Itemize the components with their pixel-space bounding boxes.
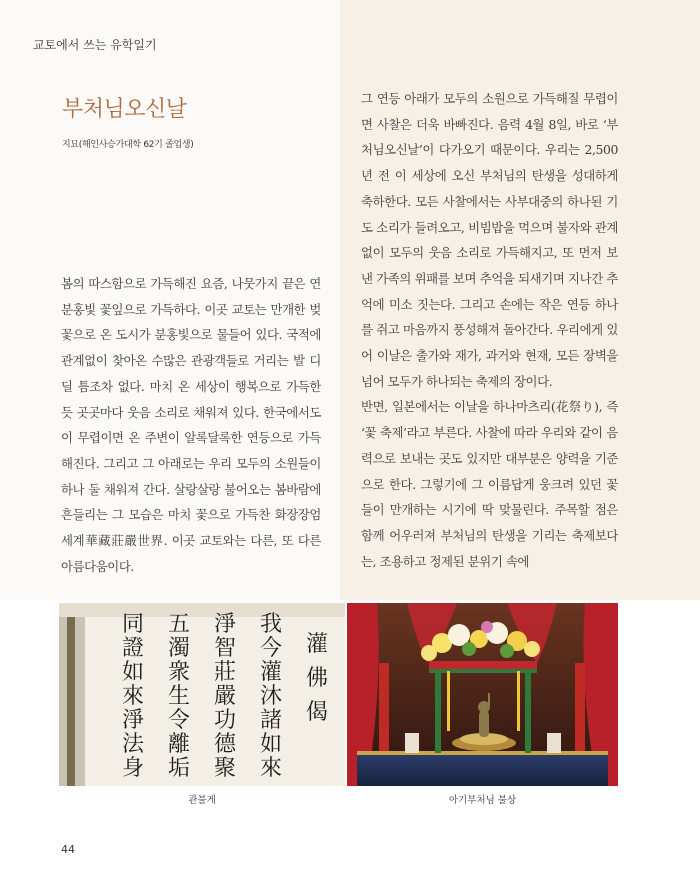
left-column-text: 봄의 따스함으로 가득해진 요즘, 나뭇가지 끝은 연분홍빛 꽃잎으로 가득하다. 이곳 교토는 만개한 벚꽃으로 온 도시가 분홍빛으로 물들어 있다. 국적에 관계없이 찾아온 수많은 관광객들로 거리는 발 디딜 틈조차 없다. 마치 온 세상이 행복으로 가득한 듯 곳곳마다 웃음 소리로 채워져 있다. 한국에서도 이 무렵이면 온 주변이 알록달록한 연등으로 가득해진다. 그리고 그 아래로는 우리 모두의 소원들이 하나 둘 채워져 간다. 살랑살랑 불어오는 봄바람에 흔들리는 그 모습은 마치 꽃으로 가득찬 화장장엄세계華藏莊嚴世界. 이곳 교토와는 다른, 또 다른 아름다움이다. [61,276,321,574]
calligraphy-photo [59,603,345,786]
calligraphy-char: 嚴 [213,684,237,709]
calligraphy-char: 今 [259,636,283,661]
calligraphy-char: 衆 [167,660,191,685]
calligraphy-char: 聚 [213,756,237,781]
baby-buddha-shrine-illustration [347,603,618,786]
calligraphy-char: 沐 [259,684,283,709]
calligraphy-char: 令 [167,708,191,733]
calligraphy-char: 淨 [121,708,145,733]
right-column [361,86,618,574]
baby-buddha-photo [347,603,618,786]
calligraphy-char: 身 [121,756,145,781]
calligraphy-char: 灌 [259,660,283,685]
article-author: 지묘(해인사승가대학 62기 졸업생) [62,140,194,150]
calligraphy-char: 法 [121,732,145,757]
page-number: 44 [61,843,75,856]
calligraphy-char: 淨 [213,612,237,637]
calligraphy-char: 生 [167,684,191,709]
calligraphy-char: 佛 [305,666,329,691]
right-photo-caption: 아기부처님 불상 [448,795,517,806]
calligraphy-char: 離 [167,732,191,757]
left-photo-caption: 관불게 [188,795,216,806]
right-paragraph-1: 그 연등 아래가 모두의 소원으로 가득해질 무렵이면 사찰은 더욱 바빠진다. 음력 4월 8일, 바로 ‘부처님오신날’이 다가오기 때문이다. 우리는 2,500년 전 이 세상에 오신 부처님의 탄생을 성대하게 축하한다. 모든 사찰에서는 사부대중의 하나된 기도 소리가 들려오고, 비빔밥을 먹으며 불자와 관계없이 모두의 웃음 소리로 가득해지고, 또 먼저 보낸 가족의 위패를 보며 추억을 되새기며 지나간 추억에 미소 짓는다. 그리고 손에는 작은 연등 하나를 쥐고 마음까지 풍성해져 돌아간다. 우리에게 있어 이날은 출가와 재가, 과거와 현재, 모든 장벽을 넘어 모두가 하나되는 축제의 장이다. [361,91,618,389]
right-paragraph-2: 반면, 일본에서는 이날을 하나마츠리(花祭り), 즉 ‘꽃 축제’라고 부른다. 사찰에 따라 우리와 같이 음력으로 보내는 곳도 있지만 대부분은 양력을 기준으로 한다. 그렇기에 그 이름답게 웅크려 있던 꽃들이 만개하는 시기에 딱 맞물린다. 주목할 점은 함께 어우러져 부처님의 탄생을 기리는 축제보다는, 조용하고 정제된 분위기 속에 [361,399,618,569]
calligraphy-char: 如 [121,660,145,685]
calligraphy-char: 來 [259,756,283,781]
calligraphy-char: 諸 [259,708,283,733]
calligraphy-char: 功 [213,708,237,733]
calligraphy-char: 灌 [305,632,329,657]
calligraphy-char: 五 [167,612,191,637]
calligraphy-char: 證 [121,636,145,661]
calligraphy-scroll-illustration [59,603,345,786]
calligraphy-char: 莊 [213,660,237,685]
calligraphy-char: 來 [121,684,145,709]
calligraphy-char: 智 [213,636,237,661]
calligraphy-char: 垢 [167,756,191,781]
calligraphy-char: 同 [121,612,145,637]
article-title: 부처님오신날 [62,97,187,122]
calligraphy-char: 德 [213,732,237,757]
calligraphy-char: 如 [259,732,283,757]
running-head: 교토에서 쓰는 유학일기 [33,38,157,52]
calligraphy-char: 我 [259,612,283,637]
calligraphy-char: 偈 [305,700,329,725]
calligraphy-char: 濁 [167,636,191,661]
